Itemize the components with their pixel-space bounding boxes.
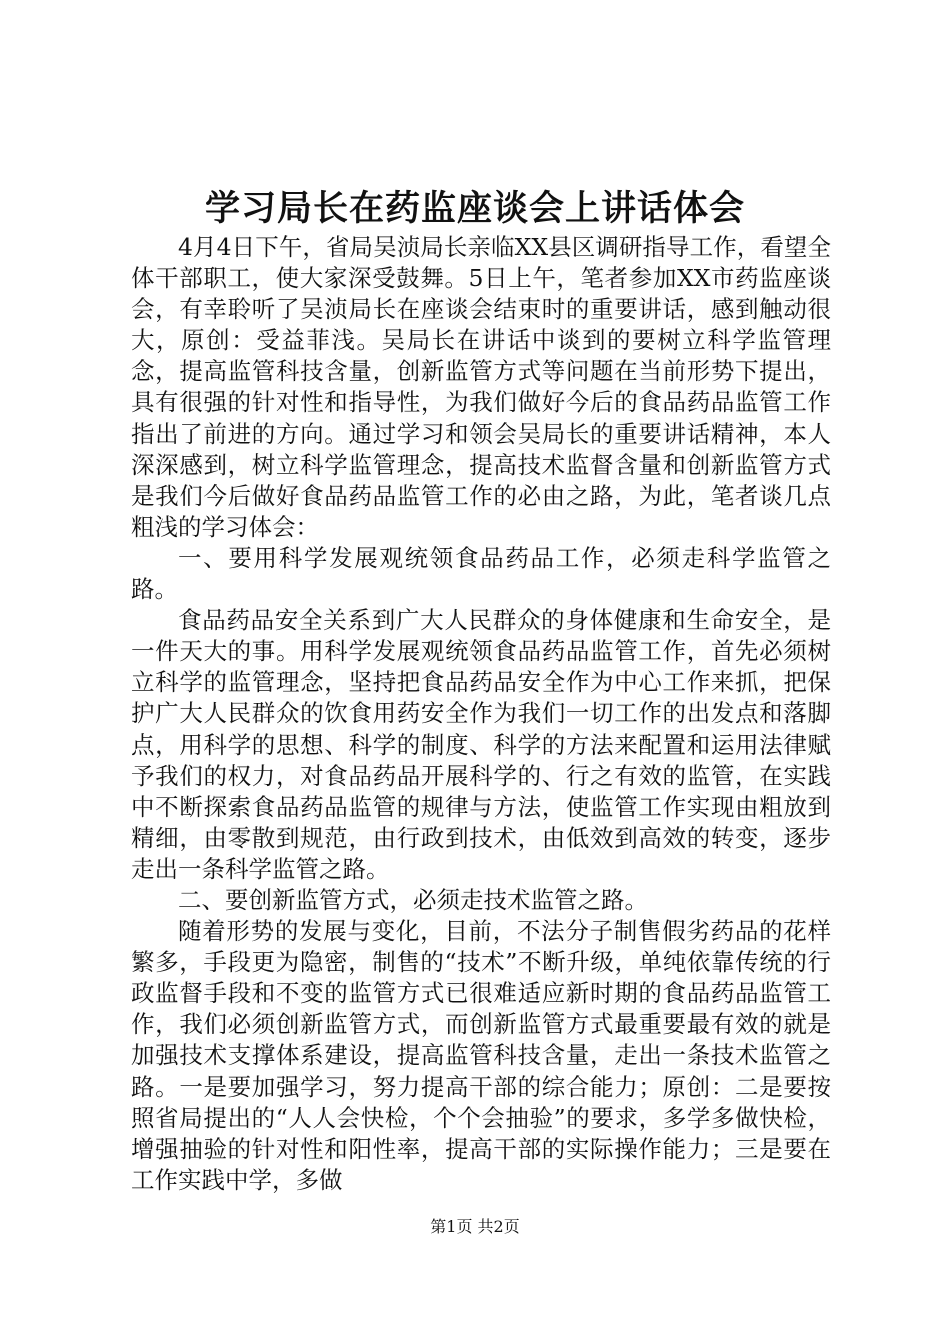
paragraph-intro: 4月4日下午，省局吴浈局长亲临XX县区调研指导工作，看望全体干部职工，使大家深受鼓舞。5日上午，笔者参加XX市药监座谈会，有幸聆听了吴浈局长在座谈会结束时的重要讲话，感到触动很大，原创：受益菲浅。吴局长在讲话中谈到的要树立科学监管理念，提高监管科技含量，创新监管方式等问题在当前形势下提出，具有很强的针对性和指导性，为我们做好今后的食品药品监管工作指出了前进的方向。通过学习和领会吴局长的重要讲话精神，本人深深感到，树立科学监管理念，提高技术监督含量和创新监管方式是我们今后做好食品药品监管工作的必由之路，为此，笔者谈几点粗浅的学习体会： [131,233,831,541]
document-body [131,232,831,1196]
page-number: 第1页 共2页 [430,1217,520,1236]
section-heading-2: 二、要创新监管方式，必须走技术监管之路。 [178,885,648,914]
document-title: 学习局长在药监座谈会上讲话体会 [204,188,745,229]
section-heading-1: 一、要用科学发展观统领食品药品工作，必须走科学监管之路。 [131,543,831,604]
paragraph-section-2: 随着形势的发展与变化，目前，不法分子制售假劣药品的花样繁多，手段更为隐密，制售的“技术”不断升级，单纯依靠传统的行政监督手段和不变的监管方式已很难适应新时期的食品药品监管工作，我们必须创新监管方式，而创新监管方式最重要最有效的就是加强技术支撑体系建设，提高监管科技含量，走出一条技术监管之路。一是要加强学习，努力提高干部的综合能力；原创：二是要按照省局提出的“人人会快检，个个会抽验”的要求，多学多做快检，增强抽验的针对性和阳性率，提高干部的实际操作能力；三是要在工作实践中学，多做 [131,917,831,1194]
paragraph-section-1: 食品药品安全关系到广大人民群众的身体健康和生命安全，是一件天大的事。用科学发展观统领食品药品监管工作，首先必须树立科学的监管理念，坚持把食品药品安全作为中心工作来抓，把保护广大人民群众的饮食用药安全作为我们一切工作的出发点和落脚点，用科学的思想、科学的制度、科学的方法来配置和运用法律赋予我们的权力，对食品药品开展科学的、行之有效的监管，在实践中不断探索食品药品监管的规律与方法，使监管工作实现由粗放到精细，由零散到规范，由行政到技术，由低效到高效的转变，逐步走出一条科学监管之路。 [131,606,831,883]
